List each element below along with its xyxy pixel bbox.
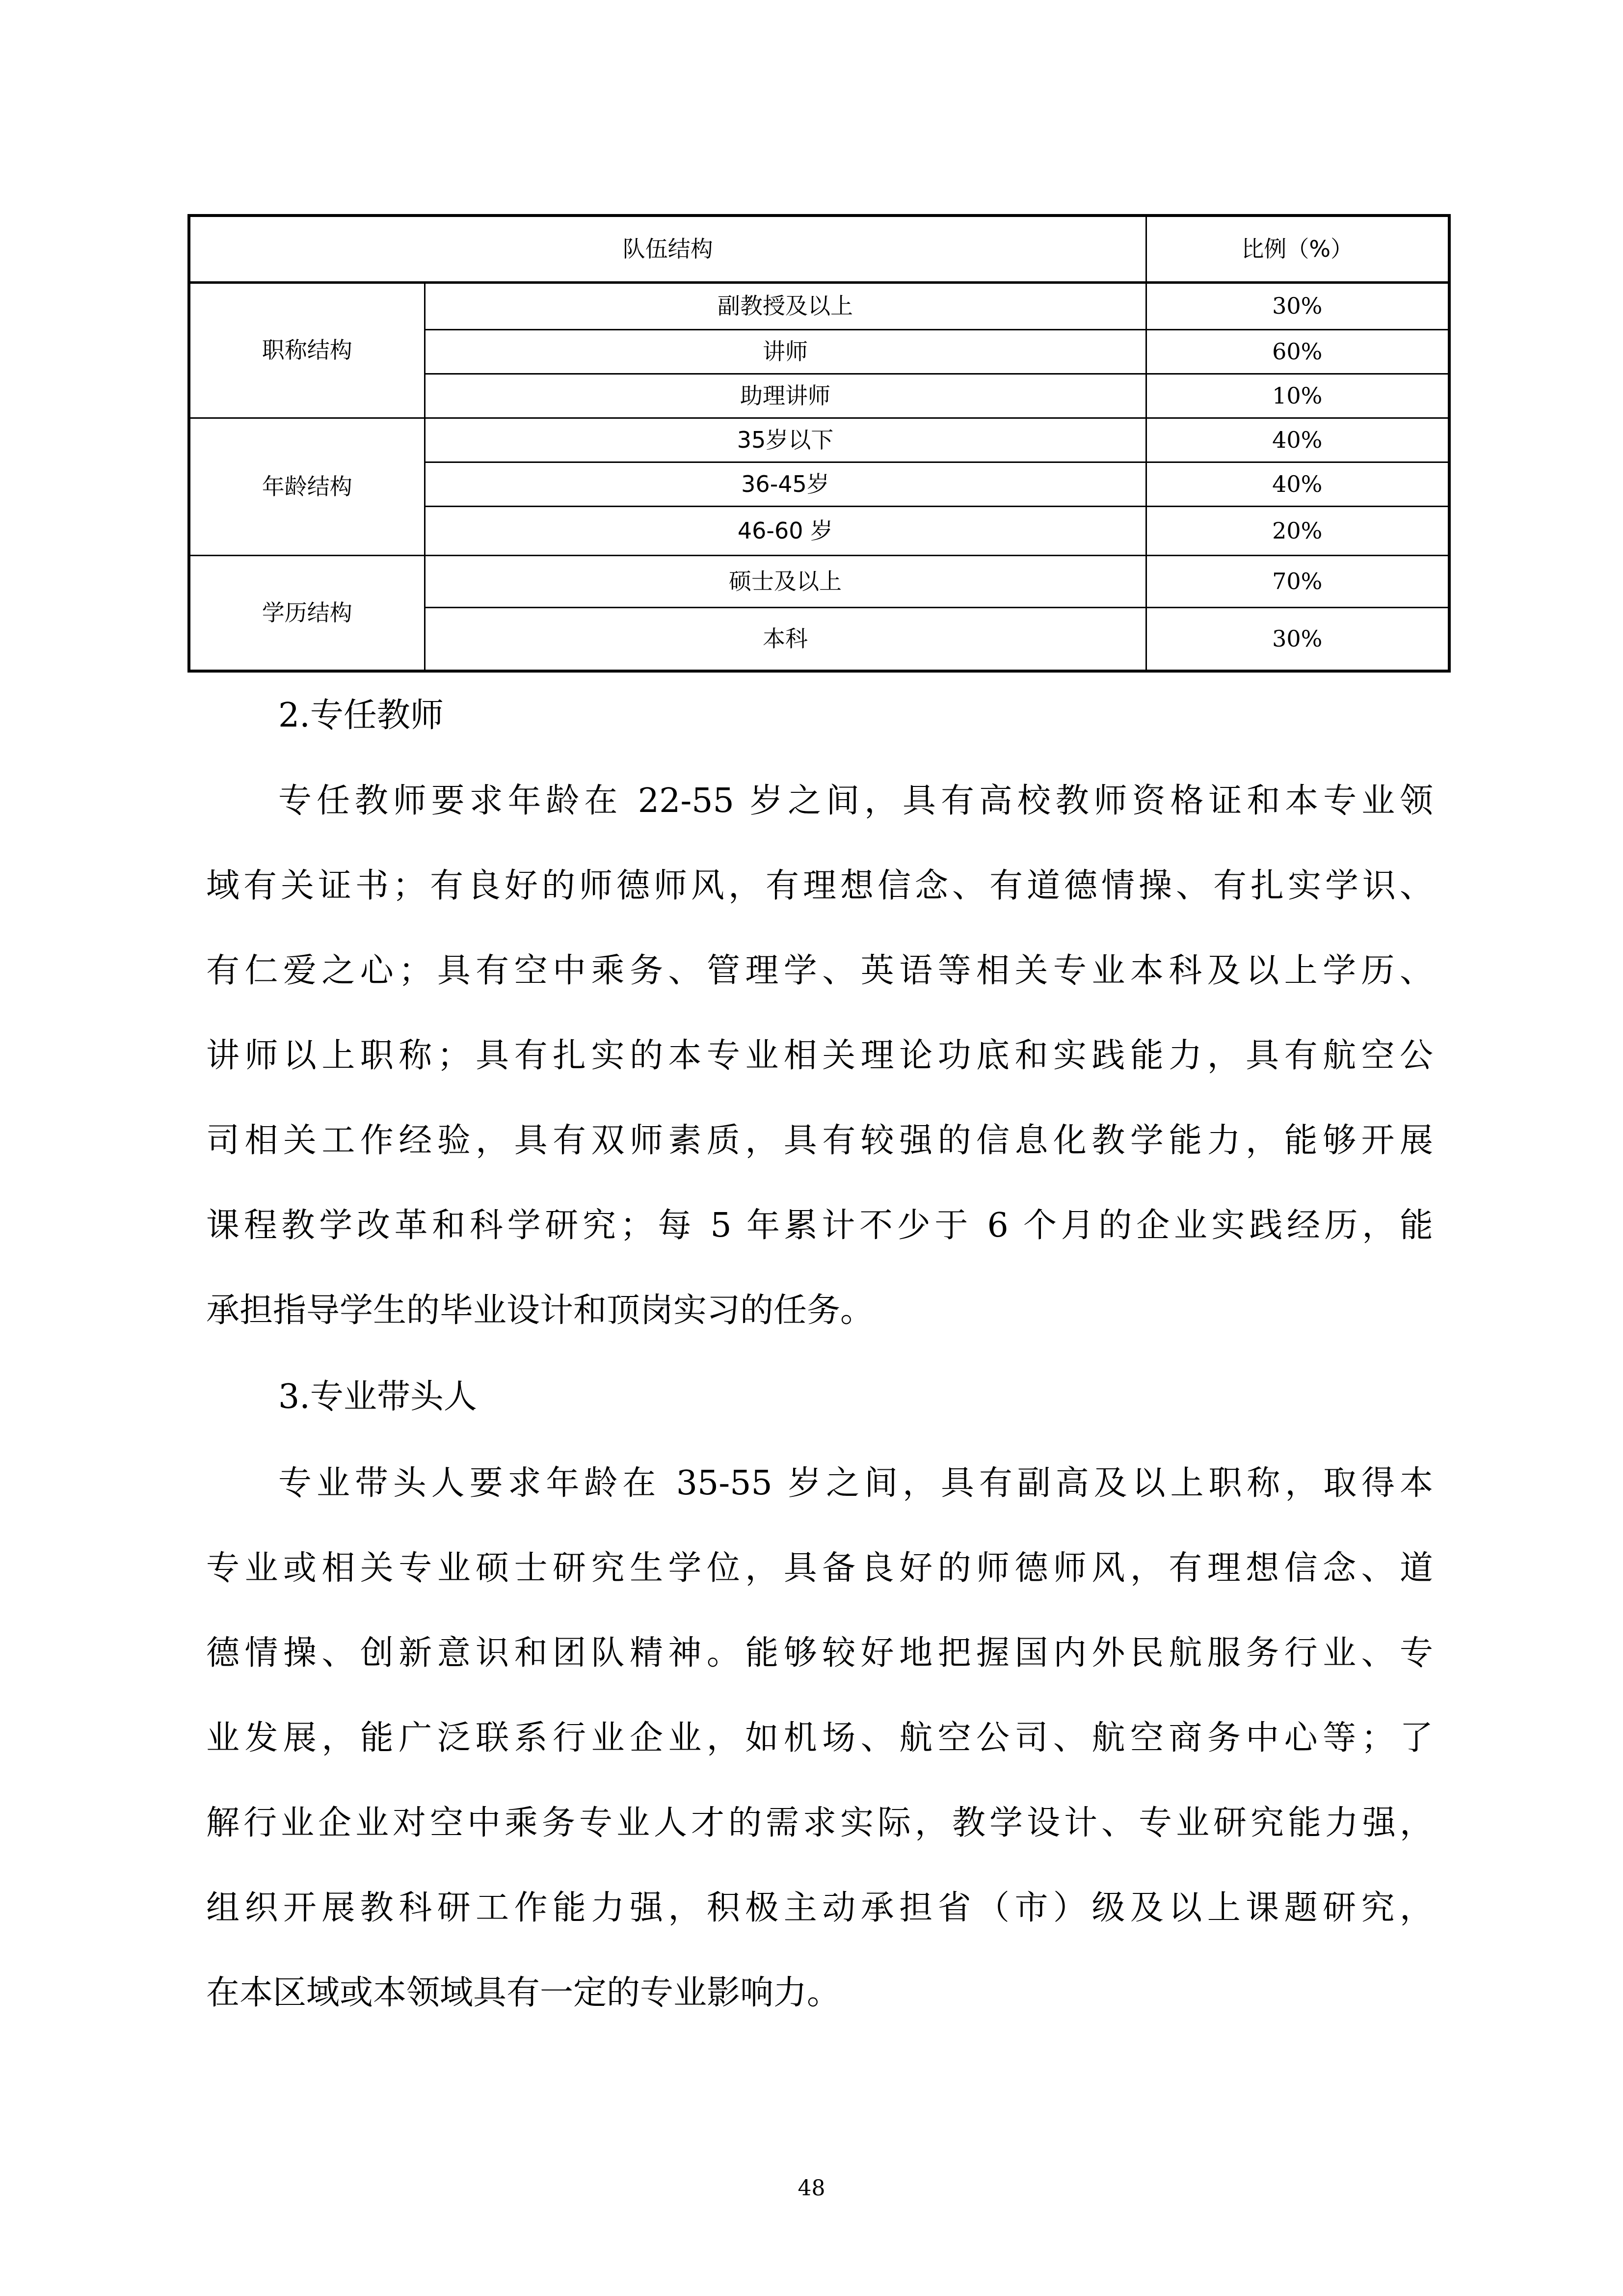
text-line: 在本区域或本领域具有一定的专业影响力。 bbox=[206, 1973, 841, 2012]
text-line: 有仁爱之心；具有空中乘务、管理学、英语等相关专业本科及以上学历、 bbox=[206, 951, 1433, 990]
text-line: 域有关证书；有良好的师德师风，有理想信念、有道德情操、有扎实学识、 bbox=[206, 866, 1433, 905]
faculty-structure-table bbox=[187, 214, 1451, 673]
text-line: 课程教学改革和科学研究；每 5 年累计不少于 6 个月的企业实践经历，能 bbox=[206, 1206, 1433, 1245]
row-item: 36-45岁 bbox=[425, 462, 1146, 506]
row-item: 本科 bbox=[425, 607, 1146, 671]
row-ratio: 30% bbox=[1146, 607, 1449, 671]
header-ratio: 比例（%） bbox=[1146, 216, 1449, 282]
table-row bbox=[189, 555, 1449, 607]
row-ratio: 20% bbox=[1146, 506, 1449, 555]
text-line: 讲师以上职称；具有扎实的本专业相关理论功底和实践能力，具有航空公 bbox=[206, 1036, 1433, 1075]
page-number: 48 bbox=[798, 2176, 825, 2201]
section-heading-full-time-teachers: 2.专任教师 bbox=[278, 696, 444, 735]
section-heading-program-leader: 3.专业带头人 bbox=[278, 1378, 477, 1416]
row-item: 硕士及以上 bbox=[425, 555, 1146, 607]
row-item: 35岁以下 bbox=[425, 418, 1146, 462]
table-header-row bbox=[189, 216, 1449, 282]
group-label-age: 年龄结构 bbox=[189, 418, 425, 555]
text-line: 德情操、创新意识和团队精神。能够较好地把握国内外民航服务行业、专 bbox=[206, 1634, 1433, 1673]
table-row bbox=[189, 418, 1449, 462]
row-item: 讲师 bbox=[425, 329, 1146, 374]
table-row bbox=[189, 282, 1449, 329]
text-line: 组织开展教科研工作能力强，积极主动承担省（市）级及以上课题研究， bbox=[206, 1889, 1433, 1927]
text-line: 专业带头人要求年龄在 35-55 岁之间，具有副高及以上职称，取得本 bbox=[278, 1464, 1433, 1503]
group-label-education: 学历结构 bbox=[189, 555, 425, 671]
text-line: 司相关工作经验，具有双师素质，具有较强的信息化教学能力，能够开展 bbox=[206, 1121, 1433, 1160]
text-line: 承担指导学生的毕业设计和顶岗实习的任务。 bbox=[206, 1291, 874, 1330]
row-item: 助理讲师 bbox=[425, 374, 1146, 418]
text-line: 业发展，能广泛联系行业企业，如机场、航空公司、航空商务中心等；了 bbox=[206, 1719, 1433, 1757]
row-ratio: 30% bbox=[1146, 282, 1449, 329]
row-item: 副教授及以上 bbox=[425, 282, 1146, 329]
text-line: 专任教师要求年龄在 22-55 岁之间，具有高校教师资格证和本专业领 bbox=[278, 782, 1433, 820]
text-line: 专业或相关专业硕士研究生学位，具备良好的师德师风，有理想信念、道 bbox=[206, 1549, 1433, 1588]
row-ratio: 40% bbox=[1146, 462, 1449, 506]
text-line: 解行业企业对空中乘务专业人才的需求实际，教学设计、专业研究能力强， bbox=[206, 1804, 1433, 1842]
row-ratio: 70% bbox=[1146, 555, 1449, 607]
header-structure: 队伍结构 bbox=[189, 216, 1146, 282]
row-ratio: 60% bbox=[1146, 329, 1449, 374]
group-label-title: 职称结构 bbox=[189, 282, 425, 418]
row-ratio: 40% bbox=[1146, 418, 1449, 462]
row-item: 46-60 岁 bbox=[425, 506, 1146, 555]
row-ratio: 10% bbox=[1146, 374, 1449, 418]
